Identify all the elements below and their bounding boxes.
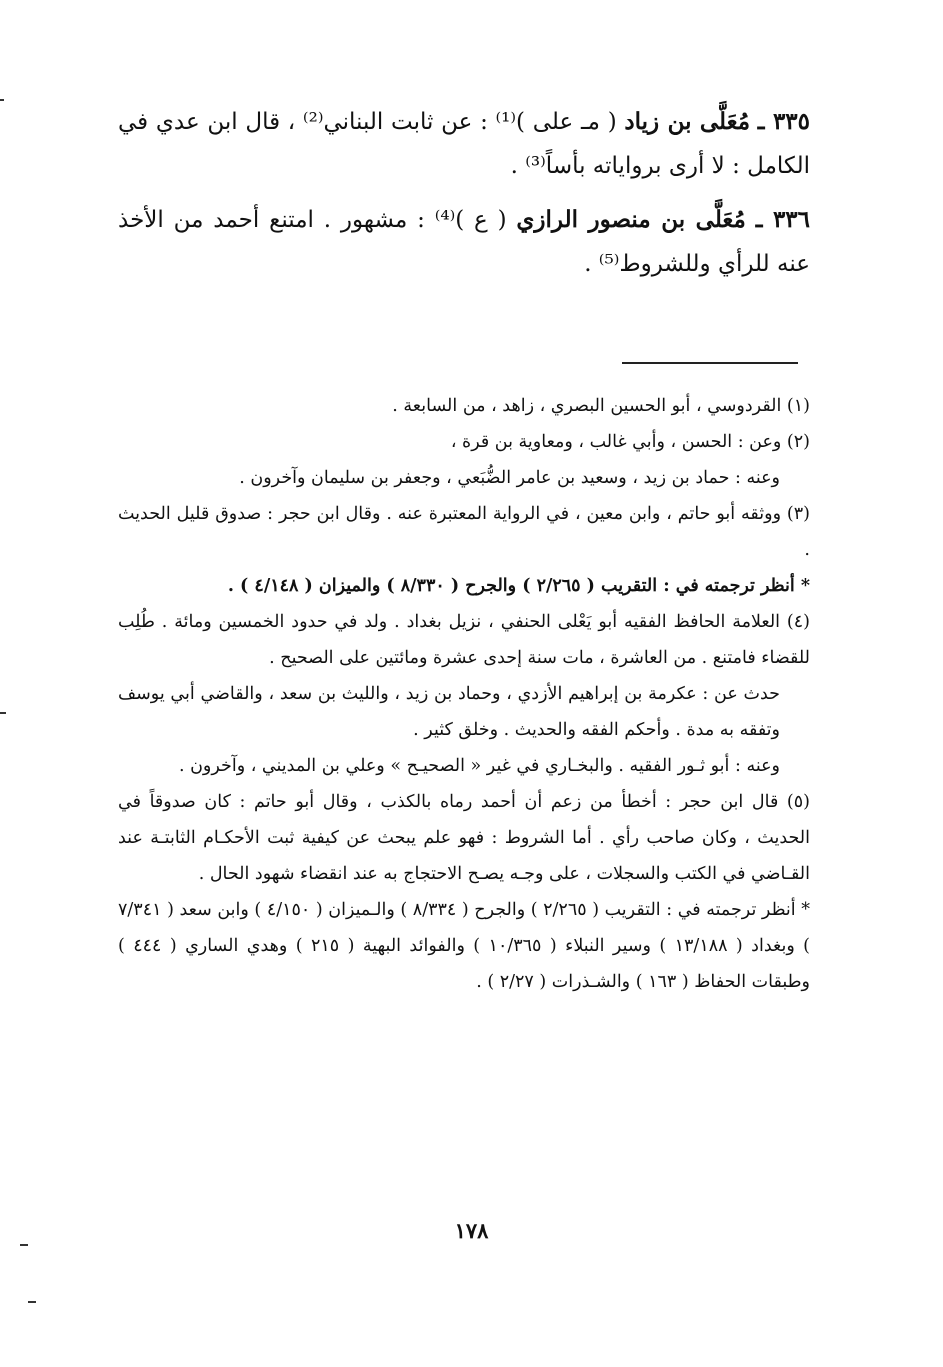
footnote: (٣) ووثقه أبو حاتم ، وابن معين ، في الرواية المعتبرة عنه . وقال ابن حجر : صدوق قليل الحديث . bbox=[118, 504, 810, 560]
scan-mark bbox=[0, 712, 6, 714]
reference-note: * أنظر ترجمته في : التقريب ( ٢/٢٦٥ ) والجرح ( ٨/٣٣٠ ) والميزان ( ٤/١٤٨ ) . bbox=[227, 576, 810, 596]
footnotes bbox=[118, 388, 810, 1000]
footnote-continuation: حدث عن : عكرمة بن إبراهيم الأزدي ، وحماد بن زيد ، والليث بن سعد ، والقاضي أبي يوسف وتفقه به مدة . وأحكم الفقه والحديث . وخلق كثير . bbox=[118, 684, 780, 740]
footnote-continuation: وعنه : حماد بن زيد ، وسعيد بن عامر الضُّبَعي ، وجعفر بن سليمان وآخرون . bbox=[239, 468, 780, 488]
entry-name: مُعَلَّى بن منصور الرازي bbox=[516, 206, 746, 233]
entry-name: مُعَلَّى بن زياد bbox=[624, 108, 751, 135]
footnote-continuation: وعنه : أبو ثـور الفقيه . والبخـاري في غير « الصحيـح » وعلي بن المديني ، وآخرون . bbox=[178, 756, 780, 776]
entry-335 bbox=[118, 100, 810, 188]
scan-mark bbox=[0, 99, 4, 101]
entry-number: ٣٣٦ ـ bbox=[755, 206, 811, 233]
scan-mark bbox=[20, 1244, 28, 1246]
footnote: (٤) العلامة الحافظ الفقيه أبو يَعْلى الحنفي ، نزيل بغداد . ولد في حدود الخمسين ومائة . طُلِب للقضاء فامتنع . من العاشرة ، مات سنة إحدى عشرة ومائتين على الصحيح . bbox=[118, 612, 810, 668]
entry-336 bbox=[118, 198, 810, 286]
footnote: (٢) وعن : الحسن ، وأبي غالب ، ومعاوية بن قرة ، bbox=[450, 432, 810, 452]
entry-text: ( مـ على )⁽¹⁾ : عن ثابت البناني⁽²⁾ ، قال ابن عدي في الكامل : لا أرى برواياته بأساً⁽³⁾ . bbox=[118, 109, 810, 179]
footnote: (١) القردوسي ، أبو الحسين البصري ، زاهد ، من السابعة . bbox=[392, 396, 810, 416]
footnote: (٥) قال ابن حجر : أخطأ من زعم أن أحمد رماه بالكذب ، وقال أبو حاتم : كان صدوقاً في الحديث ، وكان صاحب رأي . أما الشروط : فهو علم يبحث عن كيفية ثبت الأحكـام الثابتـة عند القـاضي في الكتب والسجلات ، على وجـه يصـح الاحتجاج به عند انقضاء شهود الحال . bbox=[118, 792, 810, 884]
entry-number: ٣٣٥ ـ bbox=[757, 108, 810, 135]
reference-note: * أنظر ترجمته في : التقريب ( ٢/٢٦٥ ) والجرح ( ٨/٣٣٤ ) والـميزان ( ٤/١٥٠ ) وابن سعد ( ٧/٣٤١ ) وبغداد ( ١٣/١٨٨ ) وسير النبلاء ( ١٠/٣٦٥ ) والفوائد البهية ( ٢١٥ ) وهدي الساري ( ٤٤٤ ) وطبقات الحفاظ ( ١٦٣ ) والشـذرات ( ٢/٢٧ ) . bbox=[118, 900, 811, 992]
page-number: ١٧٨ bbox=[454, 1218, 489, 1243]
footnote-divider bbox=[622, 362, 798, 364]
scan-mark bbox=[28, 1301, 36, 1303]
entry-text: ( ع )⁽⁴⁾ : مشهور . امتنع أحمد من الأخذ عنه للرأي وللشروط⁽⁵⁾ . bbox=[118, 207, 810, 277]
